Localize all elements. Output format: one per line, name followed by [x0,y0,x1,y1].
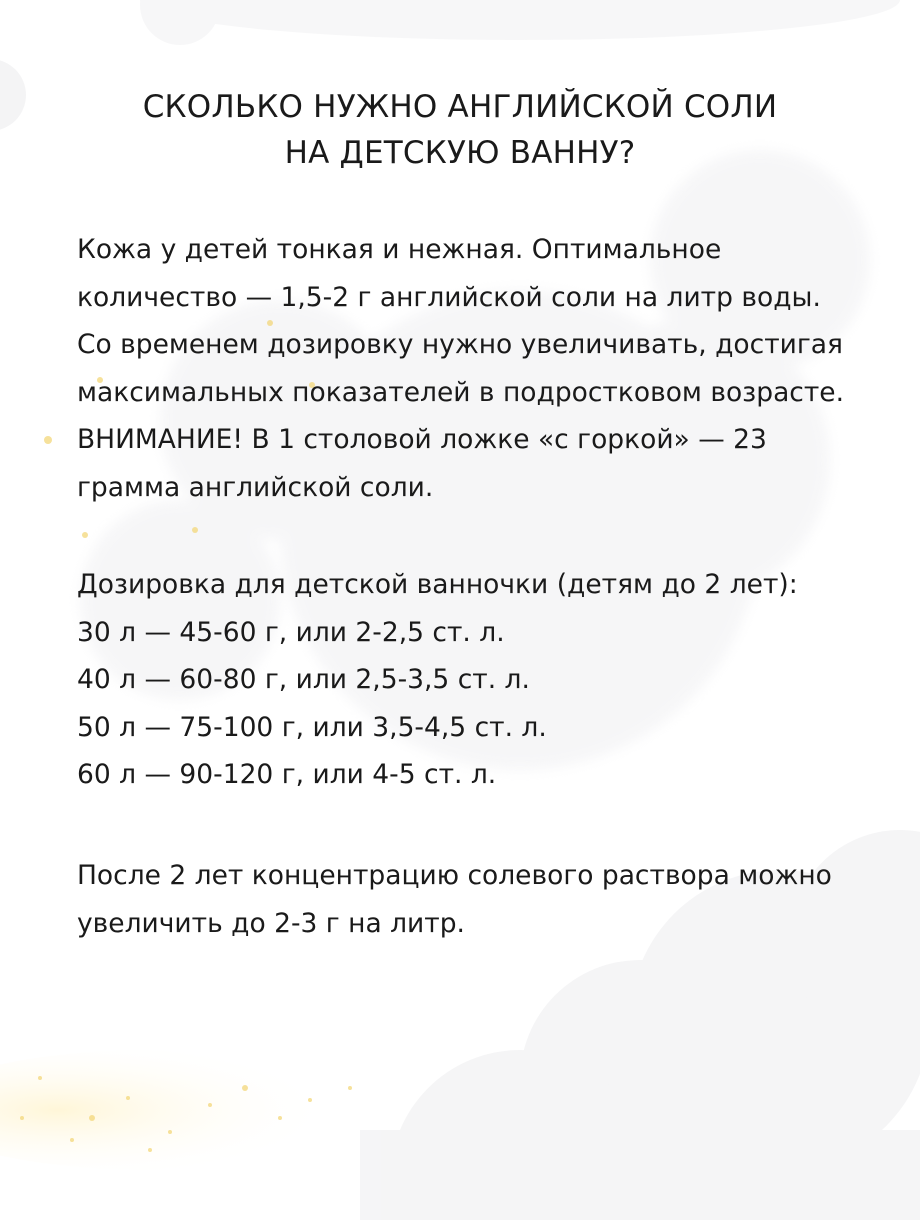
intro-line: количество — 1,5-2 г английской соли на литр воды. [77,281,821,313]
intro-line: Со временем дозировку нужно увеличивать, достигая [77,329,843,360]
page-title [0,84,920,176]
intro-line: ВНИМАНИЕ! В 1 столовой ложке «с горкой» — 23 [77,424,767,455]
outro-line: После 2 лет концентрацию солевого раствора можно [77,860,832,891]
title-line-1: СКОЛЬКО НУЖНО АНГЛИЙСКОЙ СОЛИ [142,89,778,125]
dosage-row: 40 л — 60-80 г, или 2,5-3,5 ст. л. [77,664,530,695]
title-line-2: НА ДЕТСКУЮ ВАННУ? [284,135,636,171]
dosage-row: 30 л — 45-60 г, или 2-2,5 ст. л. [77,616,505,648]
intro-paragraph [77,226,877,511]
dosage-row: 60 л — 90-120 г, или 4-5 ст. л. [77,759,497,790]
dosage-row: 50 л — 75-100 г, или 3,5-4,5 ст. л. [77,711,547,743]
intro-line: грамма английской соли. [77,471,434,503]
dosage-heading: Дозировка для детской ванночки (детям до 2 лет): [77,569,798,600]
outro-paragraph [77,852,877,947]
dosage-section [77,561,877,799]
intro-line: максимальных показателей в подростковом возрасте. [77,376,845,408]
outro-line: увеличить до 2-3 г на литр. [77,907,465,939]
intro-line: Кожа у детей тонкая и нежная. Оптимальное [77,234,722,265]
